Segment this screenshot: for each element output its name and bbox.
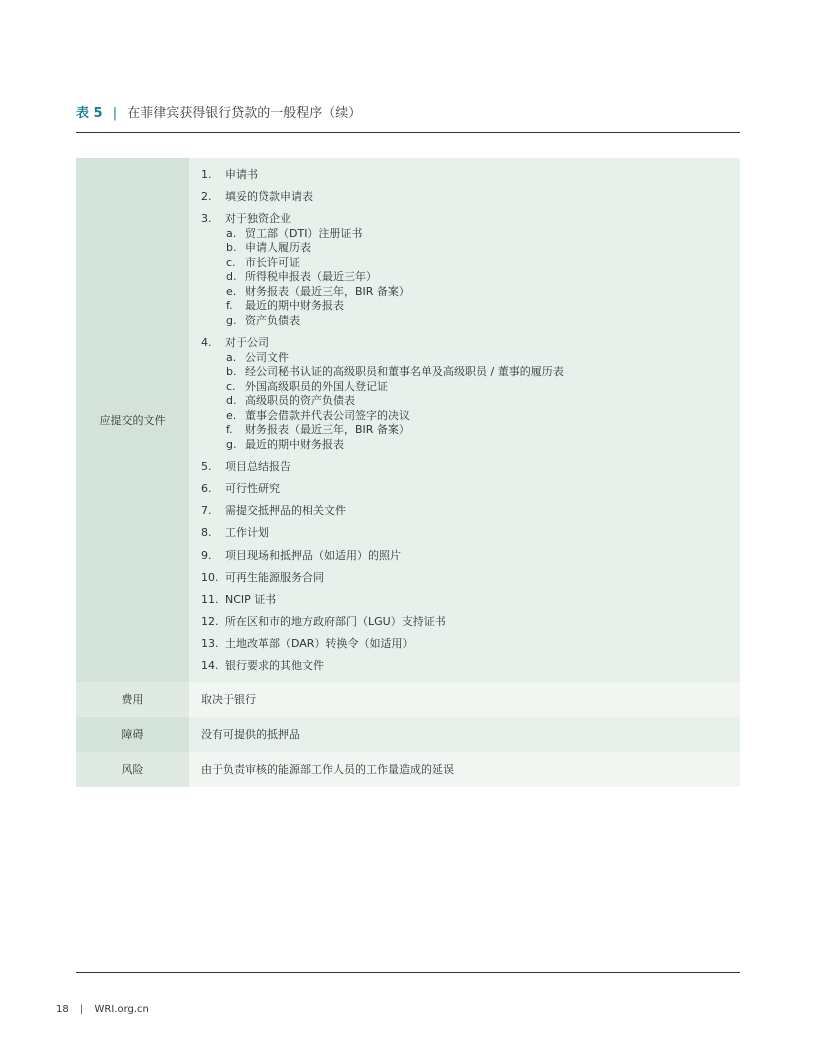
list-item-number: 6. [201, 481, 212, 495]
sub-list-item [201, 423, 740, 438]
sub-item-letter: a. [226, 226, 237, 240]
barriers-row [76, 717, 740, 752]
list-item-text: 可行性研究 [225, 481, 280, 495]
footer-separator: | [79, 1004, 84, 1015]
list-item-text: 对于公司 [225, 336, 269, 350]
sub-item-letter: f. [226, 299, 233, 313]
page-number: 18 [56, 1004, 69, 1015]
sub-item-letter: b. [226, 241, 237, 255]
footer-site-link[interactable]: WRI.org.cn [94, 1004, 149, 1015]
list-item-line [201, 571, 740, 586]
list-item-number: 3. [201, 212, 212, 226]
list-item-number: 11. [201, 592, 219, 606]
sub-item-letter: c. [226, 255, 236, 269]
list-item-number: 13. [201, 637, 219, 651]
table-number: 表 5 [76, 106, 103, 121]
sub-item-text: 财务报表（最近三年，BIR 备案） [245, 423, 410, 437]
sub-list-item [201, 351, 740, 366]
list-item-number: 4. [201, 336, 212, 350]
list-item [201, 615, 740, 630]
list-item-line [201, 168, 740, 183]
list-item-text: 工作计划 [225, 526, 269, 540]
sub-item-text: 公司文件 [245, 350, 289, 364]
list-item [201, 504, 740, 519]
page-footer [56, 1004, 149, 1015]
list-item [201, 526, 740, 541]
fees-value: 取决于银行 [189, 682, 740, 717]
list-item-line [201, 593, 740, 608]
list-item-line [201, 504, 740, 519]
sub-item-letter: f. [226, 423, 233, 437]
list-item [201, 460, 740, 475]
list-item-number: 10. [201, 570, 219, 584]
documents-row [76, 158, 740, 682]
sub-item-text: 申请人履历表 [245, 241, 311, 255]
sub-item-text: 最近的期中财务报表 [245, 299, 344, 313]
barriers-label: 障碍 [76, 717, 189, 752]
sub-item-letter: g. [226, 437, 237, 451]
fees-label: 费用 [76, 682, 189, 717]
list-item-text: 所在区和市的地方政府部门（LGU）支持证书 [225, 615, 446, 629]
risks-row [76, 752, 740, 787]
documents-label: 应提交的文件 [76, 158, 189, 682]
sub-list-item [201, 409, 740, 424]
list-item [201, 212, 740, 328]
sub-item-letter: e. [226, 408, 237, 422]
list-item-line [201, 549, 740, 564]
list-item-number: 12. [201, 615, 219, 629]
top-rule [76, 132, 740, 133]
list-item-number: 9. [201, 548, 212, 562]
sub-list-item [201, 394, 740, 409]
list-item [201, 168, 740, 183]
list-item-text: 项目现场和抵押品（如适用）的照片 [225, 548, 401, 562]
list-item [201, 549, 740, 564]
sub-list-item [201, 227, 740, 242]
sub-item-letter: d. [226, 394, 237, 408]
list-item-line [201, 659, 740, 674]
list-item-text: 对于独资企业 [225, 212, 291, 226]
sub-list-item [201, 256, 740, 271]
sub-item-text: 所得税申报表（最近三年） [245, 270, 377, 284]
list-item [201, 593, 740, 608]
list-item-line [201, 615, 740, 630]
title-separator: | [112, 106, 118, 121]
list-item-line [201, 336, 740, 351]
list-item-text: 可再生能源服务合同 [225, 570, 324, 584]
sub-item-text: 经公司秘书认证的高级职员和董事名单及高级职员 / 董事的履历表 [245, 365, 564, 379]
sub-list-item [201, 241, 740, 256]
list-item-number: 1. [201, 168, 212, 181]
risks-label: 风险 [76, 752, 189, 787]
sub-list-item [201, 438, 740, 453]
documents-list [189, 158, 740, 682]
list-item-text: NCIP 证书 [225, 592, 277, 606]
list-item-number: 14. [201, 659, 219, 673]
sub-item-letter: e. [226, 284, 237, 298]
sub-item-text: 董事会借款并代表公司签字的决议 [245, 408, 410, 422]
sub-item-text: 高级职员的资产负债表 [245, 394, 355, 408]
list-item-text: 申请书 [225, 168, 258, 181]
list-item-number: 7. [201, 504, 212, 518]
sub-item-text: 最近的期中财务报表 [245, 437, 344, 451]
list-item-line [201, 482, 740, 497]
sub-item-letter: d. [226, 270, 237, 284]
list-item-line [201, 526, 740, 541]
sub-list-item [201, 270, 740, 285]
list-item [201, 190, 740, 205]
list-item-line [201, 212, 740, 227]
bottom-rule [76, 972, 740, 973]
list-item-text: 土地改革部（DAR）转换令（如适用） [225, 637, 414, 651]
procedure-table [76, 158, 740, 787]
list-item-line [201, 460, 740, 475]
list-item [201, 336, 740, 452]
list-item-text: 填妥的贷款申请表 [225, 190, 313, 204]
list-item [201, 482, 740, 497]
list-item-number: 5. [201, 459, 212, 473]
sub-item-text: 资产负债表 [245, 313, 300, 327]
sub-list-item [201, 299, 740, 314]
sub-item-text: 贸工部（DTI）注册证书 [245, 226, 363, 240]
list-item-number: 2. [201, 190, 212, 204]
list-item [201, 659, 740, 674]
risks-value: 由于负责审核的能源部工作人员的工作量造成的延误 [189, 752, 740, 787]
sub-item-letter: a. [226, 350, 237, 364]
list-item-text: 银行要求的其他文件 [225, 659, 324, 673]
fees-row [76, 682, 740, 717]
sub-list-item [201, 314, 740, 329]
table-title [76, 104, 740, 124]
sub-list-item [201, 365, 740, 380]
sub-item-letter: b. [226, 365, 237, 379]
list-item-line [201, 637, 740, 652]
barriers-value: 没有可提供的抵押品 [189, 717, 740, 752]
list-item-line [201, 190, 740, 205]
sub-list-item [201, 285, 740, 300]
list-item-number: 8. [201, 526, 212, 540]
sub-item-letter: c. [226, 379, 236, 393]
table-title-text: 在菲律宾获得银行贷款的一般程序（续） [127, 106, 362, 121]
sub-list-item [201, 380, 740, 395]
sub-item-text: 市长许可证 [245, 255, 300, 269]
sub-item-text: 财务报表（最近三年，BIR 备案） [245, 284, 410, 298]
list-item [201, 571, 740, 586]
list-item-text: 项目总结报告 [225, 459, 291, 473]
sub-item-text: 外国高级职员的外国人登记证 [245, 379, 388, 393]
sub-item-letter: g. [226, 313, 237, 327]
list-item-text: 需提交抵押品的相关文件 [225, 504, 346, 518]
list-item [201, 637, 740, 652]
